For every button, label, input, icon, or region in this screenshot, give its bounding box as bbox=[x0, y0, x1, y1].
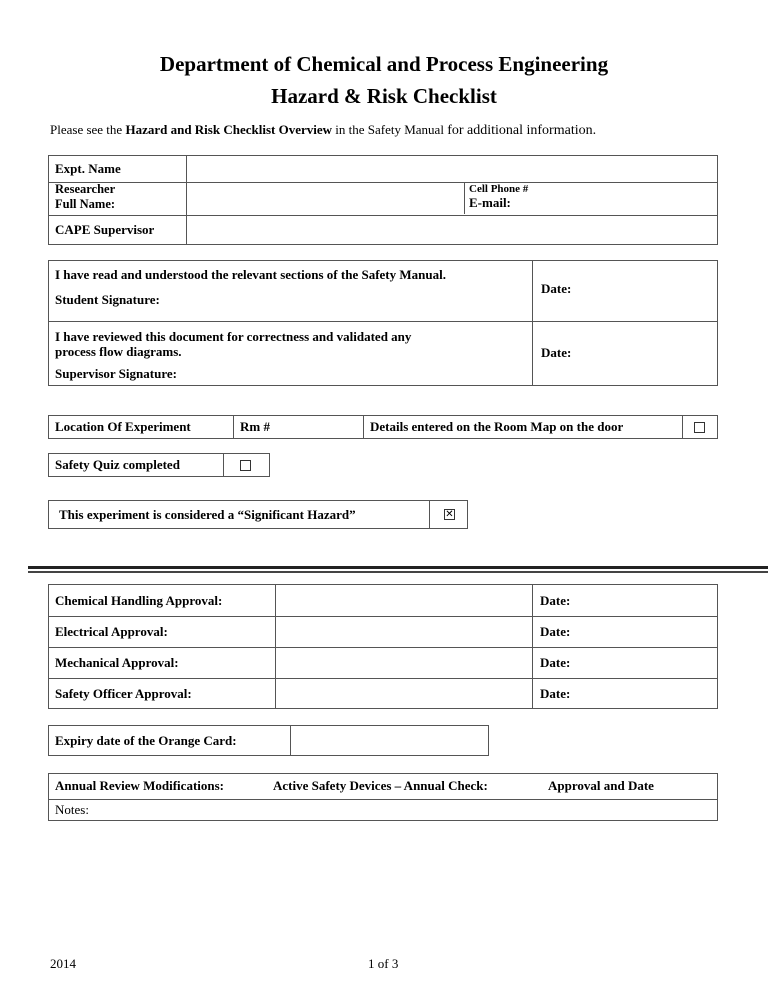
full-name-label: Full Name: bbox=[55, 197, 116, 211]
quiz-checkbox[interactable] bbox=[240, 460, 251, 471]
location-table bbox=[48, 415, 718, 439]
orange-card-label: Expiry date of the Orange Card: bbox=[55, 733, 237, 748]
supervisor-date-label: Date: bbox=[541, 345, 572, 360]
email-label: E-mail: bbox=[469, 195, 511, 210]
orange-card-value-cell[interactable] bbox=[290, 725, 489, 756]
approval-date-label: Date: bbox=[540, 624, 571, 639]
researcher-label: Researcher bbox=[55, 182, 116, 196]
divider-bottom bbox=[28, 571, 768, 573]
approval-date-label: Date: bbox=[540, 686, 571, 701]
supervisor-statement-line1: I have reviewed this document for correctness and validated any bbox=[55, 329, 412, 344]
quiz-label: Safety Quiz completed bbox=[55, 457, 180, 472]
notes-label: Notes: bbox=[55, 802, 89, 817]
approval-label: Safety Officer Approval: bbox=[55, 686, 192, 701]
supervisor-signature-label: Supervisor Signature: bbox=[55, 366, 177, 381]
footer-page-number: 1 of 3 bbox=[368, 956, 399, 971]
cell-phone-label: Cell Phone # bbox=[469, 183, 529, 195]
approval-date-label: Date: bbox=[540, 655, 571, 670]
page-subtitle: Hazard & Risk Checklist bbox=[271, 84, 497, 108]
approval-label: Electrical Approval: bbox=[55, 624, 168, 639]
signature-table bbox=[48, 260, 718, 386]
location-label: Location Of Experiment bbox=[55, 419, 191, 434]
intro-text bbox=[50, 122, 596, 139]
annual-approval-label: Approval and Date bbox=[548, 778, 654, 793]
room-map-label: Details entered on the Room Map on the door bbox=[370, 419, 624, 434]
hazard-label: This experiment is considered a “Significant Hazard” bbox=[59, 507, 356, 522]
student-signature-label: Student Signature: bbox=[55, 292, 160, 307]
hazard-table bbox=[48, 500, 468, 529]
page-title: Department of Chemical and Process Engineering bbox=[159, 52, 609, 76]
supervisor-label: CAPE Supervisor bbox=[55, 222, 155, 237]
quiz-table bbox=[48, 453, 270, 477]
supervisor-statement-line2: process flow diagrams. bbox=[55, 344, 182, 359]
hazard-checkbox-checked[interactable]: ✕ bbox=[445, 509, 454, 520]
student-date-label: Date: bbox=[541, 281, 572, 296]
approvals-table bbox=[48, 584, 718, 709]
annual-review-table bbox=[48, 773, 718, 821]
intro-overview-link: Hazard and Risk Checklist Overview bbox=[125, 122, 333, 137]
annual-modifications-label: Annual Review Modifications: bbox=[55, 778, 224, 793]
info-table bbox=[48, 155, 718, 245]
footer-year: 2014 bbox=[50, 956, 76, 971]
orange-card-label-cell bbox=[48, 725, 291, 756]
room-map-checkbox[interactable] bbox=[694, 422, 705, 433]
intro-suffix: for additional information. bbox=[447, 123, 597, 138]
approval-label: Mechanical Approval: bbox=[55, 655, 179, 670]
expt-name-label: Expt. Name bbox=[55, 161, 121, 176]
student-statement: I have read and understood the relevant sections of the Safety Manual. bbox=[55, 267, 446, 282]
annual-devices-label: Active Safety Devices – Annual Check: bbox=[273, 778, 488, 793]
divider-top bbox=[28, 566, 768, 569]
room-number-label: Rm # bbox=[240, 419, 270, 434]
intro-prefix: Please see the bbox=[50, 122, 126, 137]
intro-middle: in the Safety Manual bbox=[332, 122, 448, 137]
approval-label: Chemical Handling Approval: bbox=[55, 593, 223, 608]
approval-date-label: Date: bbox=[540, 593, 571, 608]
